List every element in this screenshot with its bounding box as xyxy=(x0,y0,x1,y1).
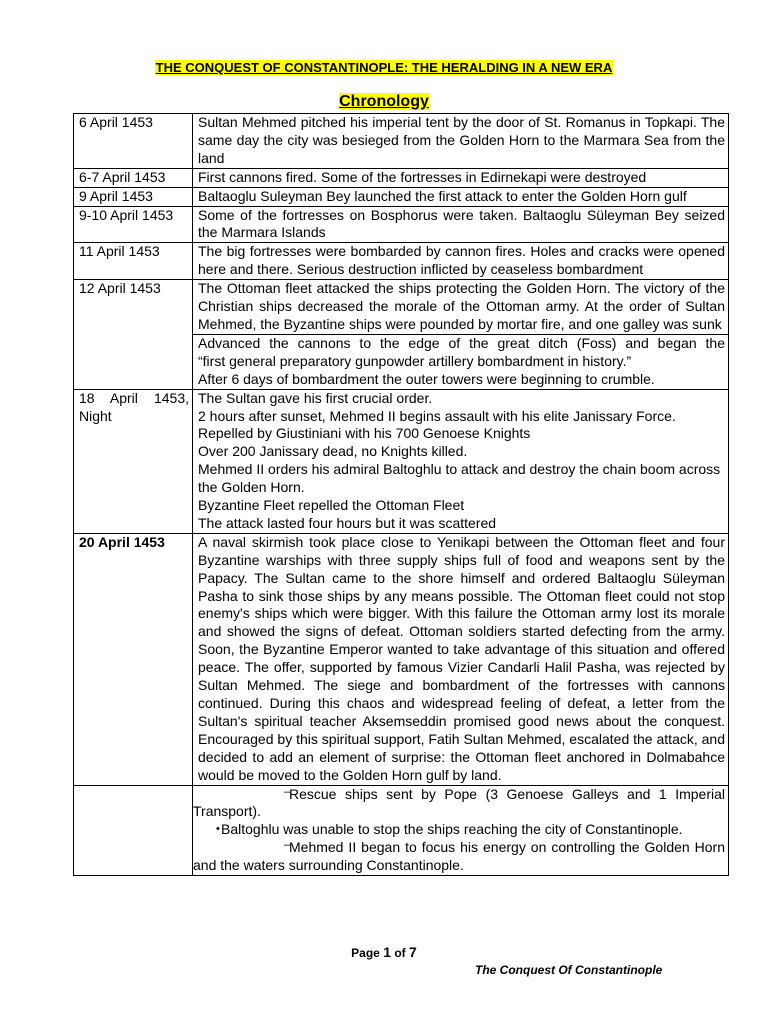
date-cell xyxy=(74,785,193,876)
event-line: Advanced the cannons to the edge of the great ditch (Foss) and began the xyxy=(198,334,725,351)
event-line: The attack lasted four hours but it was scattered xyxy=(198,514,497,531)
event-line: Over 200 Janissary dead, no Knights killed. xyxy=(198,443,468,460)
event-cell xyxy=(193,785,729,876)
date-cell: 9 April 1453 xyxy=(74,187,193,206)
date-cell: 6-7 April 1453 xyxy=(74,168,193,187)
event-cell: Sultan Mehmed pitched his imperial tent by the door of St. Romanus in Topkapi. The same day the city was besieged from the Golden Horn to the Marmara Sea from the land xyxy=(193,114,729,169)
event-cell: Baltaoglu Suleyman Bey launched the first attack to enter the Golden Horn gulf xyxy=(193,187,729,206)
page-current: 1 xyxy=(383,944,391,960)
event-line: After 6 days of bombardment the outer towers were beginning to crumble. xyxy=(198,370,655,387)
table-row xyxy=(74,785,729,876)
event-line: The Sultan gave his first crucial order. xyxy=(198,389,433,406)
event-cell xyxy=(193,389,729,533)
event-line: Mehmed II orders his admiral Baltoghlu to attack and destroy the chain boom across the Golden Horn. xyxy=(198,461,721,496)
event-line: “first general preparatory gunpowder artillery bombardment in history.” xyxy=(198,352,632,369)
event-line: Repelled by Giustiniani with his 700 Genoese Knights xyxy=(198,425,531,442)
table-row xyxy=(74,206,729,243)
document-title-text: THE CONQUEST OF CONSTANTINOPLE: THE HERALDING IN A NEW ERA xyxy=(155,60,613,75)
page-of: of xyxy=(394,946,406,960)
chronology-table xyxy=(73,113,729,876)
dash-bullet-icon: – xyxy=(284,785,291,798)
table-row xyxy=(74,243,729,280)
document-title xyxy=(0,59,768,77)
section-heading xyxy=(0,92,768,112)
list-item-text: Mehmed II began to focus his energy on controlling the Golden Horn and the waters surrounding Constantinople. xyxy=(193,839,725,874)
event-cell xyxy=(193,334,729,389)
event-line: 2 hours after sunset, Mehmed II begins assault with his elite Janissary Force. xyxy=(198,407,676,424)
section-heading-text: Chronology xyxy=(339,93,429,110)
footer-document-name: The Conquest Of Constantinople xyxy=(475,963,663,977)
page-number xyxy=(0,944,768,961)
event-cell: Some of the fortresses on Bosphorus were taken. Baltaoglu Süleyman Bey seized the Marmara Islands xyxy=(193,206,729,243)
date-cell: 6 April 1453 xyxy=(74,114,193,169)
dash-bullet-icon: – xyxy=(284,839,291,852)
event-line: Byzantine Fleet repelled the Ottoman Fleet xyxy=(198,497,465,514)
date-cell: 20 April 1453 xyxy=(74,533,193,785)
event-cell: The big fortresses were bombarded by cannon fires. Holes and cracks were opened here and there. Serious destruction inflicted by ceaseless bombardment xyxy=(193,243,729,280)
event-cell: First cannons fired. Some of the fortresses in Edirnekapi were destroyed xyxy=(193,168,729,187)
table-row xyxy=(74,114,729,169)
page-total: 7 xyxy=(409,944,417,960)
list-item xyxy=(193,786,725,822)
dot-bullet-icon: • xyxy=(216,823,220,836)
date-cell: 11 April 1453 xyxy=(74,243,193,280)
event-cell: A naval skirmish took place close to Yenikapi between the Ottoman fleet and four Byzantine warships with three supply ships full of food and weapons sent by the Papacy. The Sultan came to the shore himself and ordered Baltaoglu Süleyman Pasha to sink those ships by any means possible. The Ottoman fleet could not stop enemy's ships which were bigger. With this failure the Ottoman army lost its morale and showed the signs of defeat. Ottoman soldiers started defecting from the army. Soon, the Byzantine Emperor wanted to take advantage of this situation and offered peace. The offer, supported by famous Vizier Candarli Halil Pasha, was rejected by Sultan Mehmed. The siege and bombardment of the fortresses with cannons continued. During this chaos and widespread feeling of defeat, a letter from the Sultan's spiritual teacher Aksemseddin promised good news about the conquest. Encouraged by this spiritual support, Fatih Sultan Mehmed, escalated the attack, and decided to add an element of surprise: the Ottoman fleet anchored in Dolmabahce would be moved to the Golden Horn gulf by land. xyxy=(193,533,729,785)
list-item-text: Rescue ships sent by Pope (3 Genoese Galleys and 1 Imperial Transport). xyxy=(193,785,725,820)
list-item-text: Baltoghlu was unable to stop the ships reaching the city of Constantinople. xyxy=(221,821,683,838)
table-row xyxy=(74,280,729,335)
table-row xyxy=(74,533,729,785)
date-cell: 9-10 April 1453 xyxy=(74,206,193,243)
page-prefix: Page xyxy=(351,946,380,960)
list-item xyxy=(193,839,725,875)
event-cell: The Ottoman fleet attacked the ships protecting the Golden Horn. The victory of the Christian ships decreased the morale of the Ottoman army. At the order of Sultan Mehmed, the Byzantine ships were pounded by mortar fire, and one galley was sunk xyxy=(193,280,729,335)
table-row xyxy=(74,187,729,206)
table-row xyxy=(74,389,729,533)
date-cell: 18 April 1453, Night xyxy=(74,389,193,533)
date-cell: 12 April 1453 xyxy=(74,280,193,389)
table-row xyxy=(74,168,729,187)
